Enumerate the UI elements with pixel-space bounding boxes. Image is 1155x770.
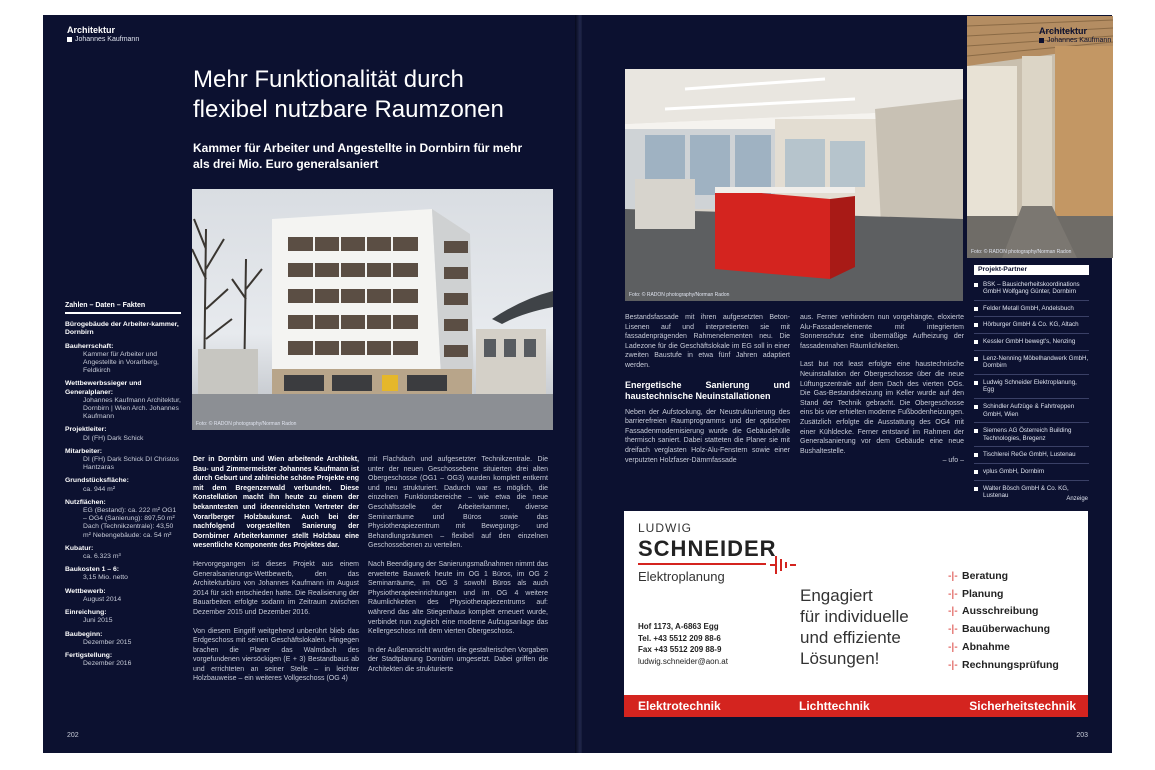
service-label: Abnahme [962,640,1010,653]
body-paragraph: Neben der Aufstockung, der Neustrukturierung des barrierefreien Raumprogramms und der optischen Fassadenmodernisierung wurde die Gebäudehülle thermisch saniert. Dabei statteten die Planer sie mit dreifach verglasten Holz-Alu-Fenstern sowie einer verputzten Holzfaser-Dämmfassade [625,408,790,464]
fact-label: Mitarbeiter: [65,447,103,455]
office-photo [625,69,963,301]
building-photo [192,189,553,430]
body-paragraph: Von diesem Eingriff weitgehend unberührt blieb das Erdgeschoss mit seinen Geschäftslokalen. Hingegen brachen die Planer das Walmdach des vorgefundenen viersöckigen (E + 3) Bestandbaus ab und errichteten an seiner Stelle – in leichter Holzbauweise – ein weiteres Vollgeschoss (OG 4) [193,627,359,683]
photo-caption: Foto: © RADON photography/Norman Radon [196,421,297,427]
author-signature: – ufo – [942,457,964,465]
advertisement[interactable] [624,511,1088,717]
facts-heading: Zahlen – Daten – Fakten [65,302,181,314]
section-heading: Energetische Sanierung und haustechnische Neuinstallationen [625,379,790,401]
photo-caption: Foto: © RADON photography/Norman Radon [629,292,730,298]
ad-bar-item: Sicherheitstechnik [969,699,1076,713]
fact-value: Kammer für Arbeiter und Angestellte in Vorarlberg, Feldkirch [83,350,159,375]
ad-fax: Fax +43 5512 209 88-9 [638,645,722,654]
building-illustration [192,189,553,430]
fact-value: Dezember 2015 [83,638,132,646]
ad-company-name: SCHNEIDER [638,536,777,561]
partner-item: vplus GmbH, Dornbirn [974,468,1089,481]
corridor-photo [967,16,1113,258]
page-number: 203 [1076,732,1088,739]
pulse-marker-icon: -|- [948,570,958,582]
fact-value: DI (FH) Dark Schick DI Christos Hantzaras [83,456,179,472]
body-paragraph: In der Außenansicht wurden die gestalterischen Vorgaben der Stadtplanung Dornbirn umgesetzt. Dabei griffen die Architekten die strukturierte [368,646,548,673]
slogan-line: Engagiert [800,586,873,605]
advertisement-label: Anzeige [1066,496,1088,502]
page-number: 202 [67,732,79,739]
fact-label: Grundstücksfläche: [65,477,129,485]
slogan-line: und effiziente [800,628,901,647]
fact-label: Baukosten 1 – 6: [65,566,120,574]
section-label: Architektur [1039,26,1088,36]
fact-value: August 2014 [83,595,122,603]
body-paragraph: aus. Ferner verhindern nun vorgehängte, eloxierte Alu-Fassadenelemente mit integriertem Sonnenschutz eine übermäßige Aufheizung der fassadennahen Räumlichkeiten. [800,314,964,350]
fact-value: Dezember 2016 [83,660,132,668]
partner-item: Hörburger GmbH & Co. KG, Altach [974,321,1089,334]
service-label: Planung [962,587,1004,600]
ad-name-top: LUDWIG [638,521,692,535]
fact-label: Wettbewerbssieger und Generalplaner: [65,380,142,396]
partner-item: BSK – Bausicherheitskoordinations GmbH Wolfgang Günter, Dornbirn [974,281,1089,301]
fact-label: Baubeginn: [65,630,103,638]
square-bullet-icon [67,37,72,42]
square-bullet-icon [1039,38,1044,43]
left-page [43,15,578,753]
body-paragraph: Nach Beendigung der Sanierungsmaßnahmen nimmt das erweiterte Bauwerk heute im OG 1 Büros, im OG 2 Seminarräume, im OG 3 sowohl Büros als auch Physiotherapieeinrichtungen und im OG 4 weitere Räumlichkeiten des Physiotherapiezentrums auf: während das alte Stiegenhaus komplett erneuert wurde, verbindet nun zugleich eine moderne Aufzugsanlage das Kellergeschoss mit dem vierten Obergeschoss. [368,560,548,636]
article-subtitle: Kammer für Arbeiter und Angestellte in Dornbirn für mehr als drei Mio. Euro generalsaniert [193,141,523,171]
service-label: Ausschreibung [962,605,1039,618]
body-paragraph: mit Flachdach und aufgesetzter Technikzentrale. Die unter der neuen Geschossebene situierten drei alten Obergeschosse (OG1 – OG3) wurden komplett entkernt und neu strukturiert. Dadurch war es möglich, die einzelnen Funktionsbereiche – wie etwa die neue Geschäftsstelle der Arbeiterkammer, diverse Seminarräume und Büros sowie das Physiotherapiezentrum mit Bewegungs- und Behandlungsräumen – flexibel auf den einzelnen Geschossebenen zu verteilen. [368,456,548,550]
service-label: Rechnungsprüfung [962,658,1059,671]
body-column-1 [625,313,790,474]
office-illustration [625,69,963,301]
pulse-marker-icon: -|- [948,587,958,600]
fact-label: Nutzflächen: [65,498,106,506]
ad-address: Hof 1173, A-6863 Egg [638,622,719,631]
body-paragraph: Bestandsfassade mit ihren aufgesetzten Beton-Lisenen auf und interpretierten sie mit fassadenprägenden Rahmenelementen neu. Die Ladezone für die Geschäftslokale im EG soll in einer zweiten Baustufe in etwa fünf Jahren adaptiert werden. [625,314,790,369]
fact-value: 3,15 Mio. netto [83,574,128,582]
ad-red-bar [624,695,1088,717]
corridor-illustration [967,16,1113,258]
ad-slogan [800,585,909,669]
article-title [193,65,553,125]
service-label: Beratung [962,570,1009,582]
project-partners [974,265,1089,508]
photo-caption: Foto: © RADON photography/Norman Radon [971,249,1072,255]
service-item [948,586,1059,604]
ad-logo-line [638,563,766,565]
facts-sidebar [65,302,181,668]
section-label: Architektur [67,25,116,35]
pulse-marker-icon: -|- [948,658,958,671]
service-item [948,657,1059,675]
pulse-marker-icon: -|- [948,623,958,636]
section-header [1039,26,1111,46]
title-line: flexibel nutzbare Raumzonen [193,96,504,123]
slogan-line: für individuelle [800,607,909,626]
ad-bar-item: Elektrotechnik [638,699,721,713]
pulse-marker-icon: -|- [948,640,958,653]
body-column-2 [368,455,548,683]
partner-item: Siemens AG Österreich Building Technologies, Bregenz [974,427,1089,447]
lead-paragraph: Der in Dornbirn und Wien arbeitende Architekt, Bau- und Zimmermeister Johannes Kaufmann ist durch Geburt und zahlreiche schöne Projekte eng mit dem Bregenzerwald verbunden. Diese Konstellation macht ihn heute zu einem der bekanntesten und ideenreichsten Vertreter der Vorarlberger Holzbaukunst. Auch bei der nachfolgend vorgestellten Sanierung der Dornbirner Arbeiterkammer stellt Holzbau eine wesentliche Komponente des Projektes dar. [193,456,359,550]
partners-heading: Projekt-Partner [974,265,1089,275]
partner-item: Tischlerei ReGe GmbH, Lustenau [974,451,1089,464]
pulse-logo-icon [770,553,796,577]
partner-item: Lenz-Nenning Möbelhandwerk GmbH, Dornbirn [974,355,1089,375]
ad-phone: Tel. +43 5512 209 88-6 [638,633,721,643]
slogan-line: Lösungen! [800,649,880,668]
body-paragraph: Hervorgegangen ist dieses Projekt aus einem Generalsanierungs-Wettbewerb, den das Architekturbüro von Johannes Kaufmann im August 2014 für sich entschieden hatte. Die Realisierung der Bauarbeiten erfolgte sodann im Zeitraum zwischen Dezember 2015 und Dezember 2016. [193,560,359,616]
fact-value: Johannes Kaufmann Architektur, Dornbirn | Wien Arch. Johannes Kaufmann [83,396,181,421]
section-header [67,25,139,45]
fact-label: Wettbewerb: [65,587,106,595]
ad-services [948,568,1059,674]
fact-label: Fertigstellung: [65,651,113,659]
pulse-marker-icon: -|- [948,605,958,618]
service-item [948,603,1059,621]
body-column-1 [193,455,359,693]
fact-label: Projektleiter: [65,426,107,434]
service-item [948,621,1059,639]
fact-value: EG (Bestand): ca. 222 m² OG1 – OG4 (Sanierung): 897,50 m² Dach (Technikzentrale): 43,50 m² Nebengebäude: ca. 54 m² [83,507,177,539]
right-page [582,15,1112,753]
fact-label: Einreichung: [65,609,107,617]
body-column-2 [800,313,964,466]
body-paragraph: Last but not least erfolgte eine haustechnische Neuinstallation der Obergeschosse über die neue Lüftungszentrale auf dem Dach des vierten OGs. Die Gas-Bestandsheizung im Keller wurde auf den Stand der Technik gebracht. Die Obergeschosse eins bis vier erhielten moderne Fußbodenheizungen. Zusätzlich erfolgte die Ausstattung des OG4 mit einer Kühldecke. Ferner entstand im Rahmen der Generalsanierung vor dem Gebäude eine neue Bushaltestelle. [800,361,964,455]
author-tag: Johannes Kaufmann [75,36,140,43]
partner-item: Felder Metall GmbH, Andelsbuch [974,305,1089,318]
fact-value: DI (FH) Dark Schick [83,434,144,442]
title-line: Mehr Funktionalität durch [193,66,464,93]
fact-label: Bauherrschaft: [65,342,114,350]
ad-subname: Elektroplanung [638,569,725,584]
fact-label: Bürogebäude der Arbeiter-kammer, Dornbirn [65,321,179,337]
partner-item: Kessler GmbH bewegt's, Nenzing [974,338,1089,351]
fact-label: Kubatur: [65,544,94,552]
fact-value: Juni 2015 [83,617,113,625]
fact-value: ca. 944 m² [83,485,116,493]
author-tag: Johannes Kaufmann [1047,37,1112,44]
partner-item: Walter Bösch GmbH & Co. KG, Lustenau [974,485,1089,504]
ad-bar-item: Lichttechnik [799,699,870,713]
partner-item: Ludwig Schneider Elektroplanung, Egg [974,379,1089,399]
partner-item: Schindler Aufzüge & Fahrtreppen GmbH, Wien [974,403,1089,423]
service-label: Bauüberwachung [962,623,1051,636]
service-item [948,639,1059,657]
ad-email[interactable]: ludwig.schneider@aon.at [638,656,728,666]
fact-value: ca. 6.323 m³ [83,553,121,561]
ad-contact [638,621,728,667]
service-item [948,568,1059,586]
